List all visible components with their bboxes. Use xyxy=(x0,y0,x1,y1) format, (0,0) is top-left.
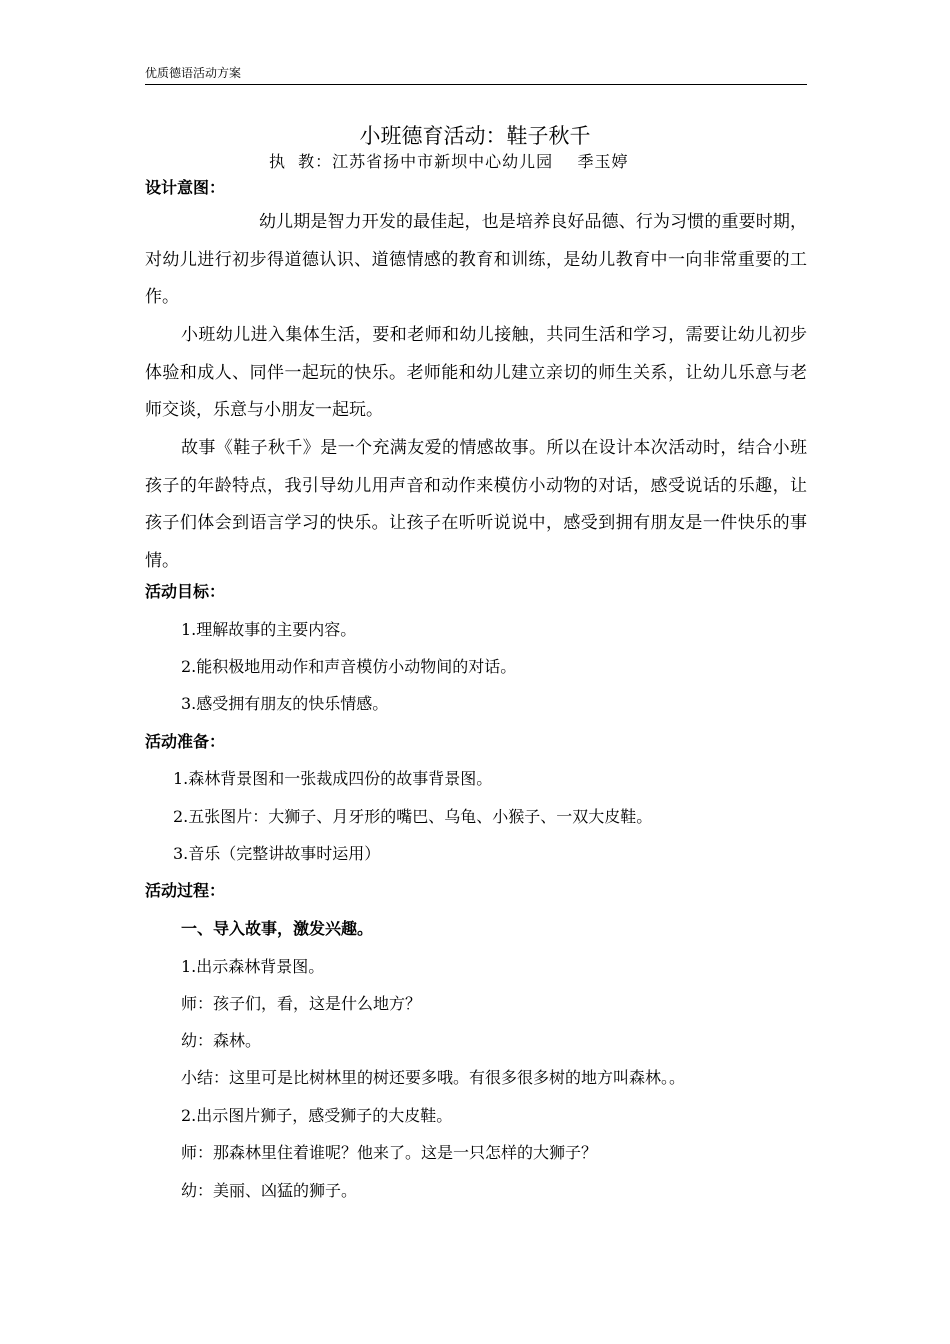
document-title: 小班德育活动：鞋子秋千 xyxy=(359,124,591,148)
prep-item: 1.森林背景图和一张裁成四份的故事背景图。 xyxy=(173,769,493,788)
process-line: 幼：森林。 xyxy=(181,1031,262,1050)
header-text: 优质德语活动方案 xyxy=(145,66,242,80)
process-step-1-heading: 一、导入故事，激发兴趣。 xyxy=(181,919,374,938)
process-line: 师：那森林里住着谁呢？他来了。这是一只怎样的大狮子？ xyxy=(181,1143,598,1162)
process-heading: 活动过程： xyxy=(145,881,226,900)
author-line: 执 教：江苏省扬中市新坝中心幼儿园 季玉婷 xyxy=(269,152,629,171)
process-line: 小结：这里可是比树林里的树还要多哦。有很多很多树的地方叫森林。。 xyxy=(181,1068,686,1087)
goal-item: 1.理解故事的主要内容。 xyxy=(181,620,357,639)
process-line: 幼：美丽、凶猛的狮子。 xyxy=(181,1181,358,1200)
process-line: 2.出示图片狮子，感受狮子的大皮鞋。 xyxy=(181,1106,453,1125)
design-intent-paragraph-2: 小班幼儿进入集体生活，要和老师和幼儿接触，共同生活和学习，需要让幼儿初步体验和成人、同伴一起玩的快乐。老师能和幼儿建立亲切的师生关系，让幼儿乐意与老师交谈，乐意与小朋友一起玩。 xyxy=(145,325,807,420)
design-intent-paragraph-3: 故事《鞋子秋千》是一个充满友爱的情感故事。所以在设计本次活动时，结合小班孩子的年龄特点，我引导幼儿用声音和动作来模仿小动物的对话，感受说话的乐趣，让孩子们体会到语言学习的快乐。让孩子在听听说说中，感受到拥有朋友是一件快乐的事情。 xyxy=(145,438,807,571)
goals-heading: 活动目标： xyxy=(145,582,226,601)
goal-item: 3.感受拥有朋友的快乐情感。 xyxy=(181,694,389,713)
process-line: 1.出示森林背景图。 xyxy=(181,957,325,976)
design-intent-paragraph-1: 幼儿期是智力开发的最佳起，也是培养良好品德、行为习惯的重要时期，对幼儿进行初步得道德认识、道德情感的教育和训练，是幼儿教育中一向非常重要的工作。 xyxy=(145,212,807,307)
design-intent-heading: 设计意图： xyxy=(145,178,226,197)
page-header xyxy=(145,64,807,85)
prep-heading: 活动准备： xyxy=(145,732,226,751)
goal-item: 2.能积极地用动作和声音模仿小动物间的对话。 xyxy=(181,657,517,676)
prep-item: 3.音乐（完整讲故事时运用） xyxy=(173,844,381,863)
prep-item: 2.五张图片：大狮子、月牙形的嘴巴、乌龟、小猴子、一双大皮鞋。 xyxy=(173,807,653,826)
process-line: 师：孩子们，看，这是什么地方？ xyxy=(181,994,422,1013)
